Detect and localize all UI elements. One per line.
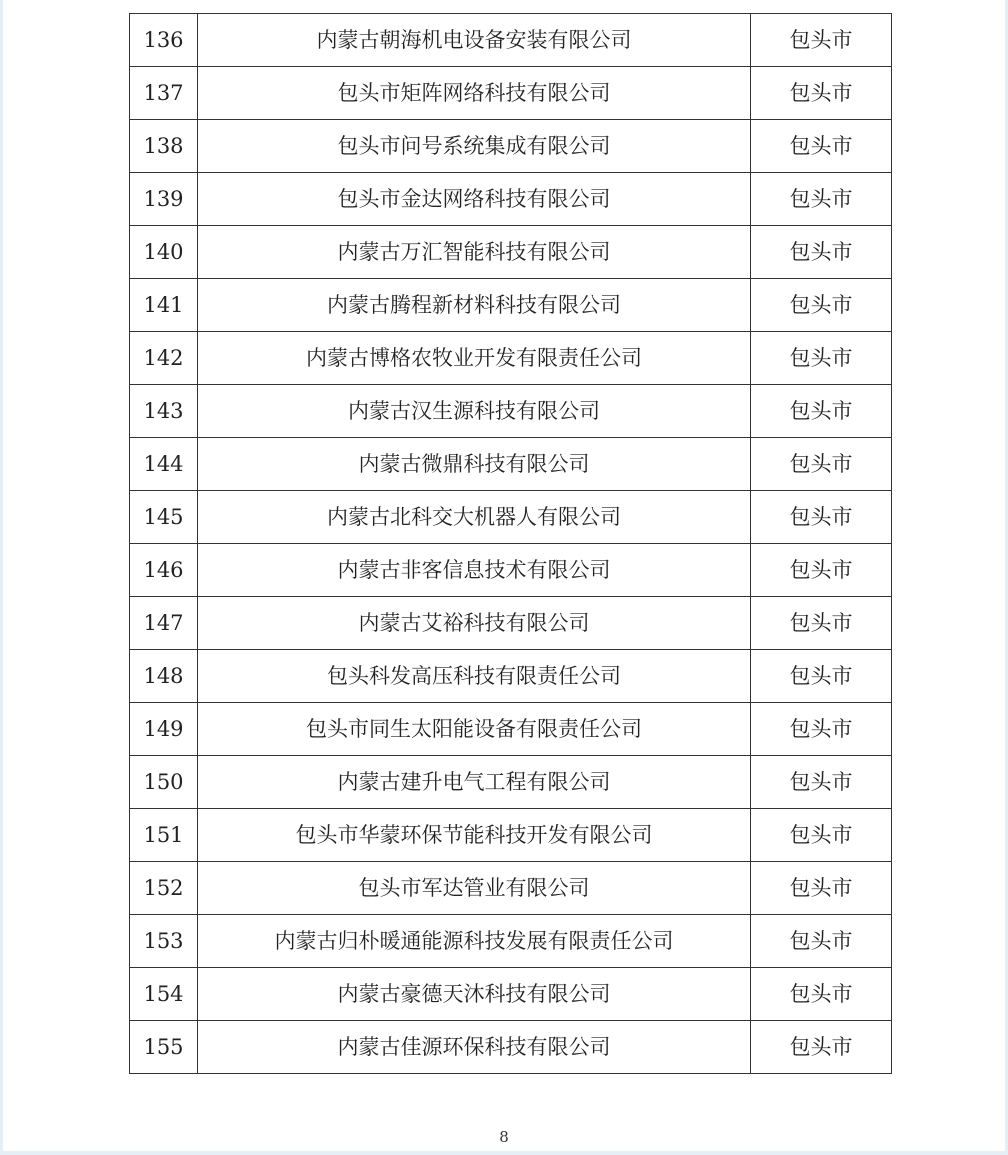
city: 包头市 [751,544,892,597]
table-row [130,915,892,968]
company-name: 内蒙古艾裕科技有限公司 [198,597,751,650]
row-number: 154 [130,968,198,1021]
city: 包头市 [751,597,892,650]
city: 包头市 [751,968,892,1021]
company-name: 包头市金达网络科技有限公司 [198,173,751,226]
company-name: 内蒙古微鼎科技有限公司 [198,438,751,491]
page-number: 8 [499,1128,509,1146]
row-number: 147 [130,597,198,650]
row-number: 151 [130,809,198,862]
row-number: 139 [130,173,198,226]
table-row [130,67,892,120]
row-number: 143 [130,385,198,438]
city: 包头市 [751,491,892,544]
city: 包头市 [751,120,892,173]
table-row [130,650,892,703]
row-number: 138 [130,120,198,173]
table-row [130,173,892,226]
company-name: 内蒙古豪德天沐科技有限公司 [198,968,751,1021]
table-row [130,544,892,597]
row-number: 146 [130,544,198,597]
table-row [130,438,892,491]
city: 包头市 [751,226,892,279]
company-name: 内蒙古非客信息技术有限公司 [198,544,751,597]
table-row [130,809,892,862]
row-number: 153 [130,915,198,968]
company-name: 内蒙古北科交大机器人有限公司 [198,491,751,544]
row-number: 155 [130,1021,198,1074]
table-row [130,385,892,438]
row-number: 144 [130,438,198,491]
company-name: 内蒙古佳源环保科技有限公司 [198,1021,751,1074]
table-row [130,491,892,544]
table-row [130,14,892,67]
company-name: 包头市问号系统集成有限公司 [198,120,751,173]
city: 包头市 [751,756,892,809]
row-number: 148 [130,650,198,703]
city: 包头市 [751,173,892,226]
city: 包头市 [751,703,892,756]
city: 包头市 [751,1021,892,1074]
row-number: 145 [130,491,198,544]
company-name: 包头市矩阵网络科技有限公司 [198,67,751,120]
table-row [130,968,892,1021]
company-table-body [130,14,892,1074]
city: 包头市 [751,650,892,703]
city: 包头市 [751,14,892,67]
row-number: 137 [130,67,198,120]
table-row [130,703,892,756]
city: 包头市 [751,862,892,915]
company-name: 包头市军达管业有限公司 [198,862,751,915]
table-row [130,597,892,650]
company-name: 内蒙古万汇智能科技有限公司 [198,226,751,279]
row-number: 142 [130,332,198,385]
row-number: 150 [130,756,198,809]
city: 包头市 [751,438,892,491]
table-row [130,120,892,173]
row-number: 136 [130,14,198,67]
company-name: 内蒙古朝海机电设备安装有限公司 [198,14,751,67]
row-number: 141 [130,279,198,332]
city: 包头市 [751,809,892,862]
table-row [130,332,892,385]
row-number: 140 [130,226,198,279]
company-name: 内蒙古博格农牧业开发有限责任公司 [198,332,751,385]
company-name: 包头市同生太阳能设备有限责任公司 [198,703,751,756]
table-row [130,279,892,332]
company-name: 内蒙古汉生源科技有限公司 [198,385,751,438]
table-row [130,1021,892,1074]
table-row [130,226,892,279]
company-table [129,13,892,1074]
company-name: 包头科发高压科技有限责任公司 [198,650,751,703]
row-number: 152 [130,862,198,915]
company-name: 内蒙古归朴暖通能源科技发展有限责任公司 [198,915,751,968]
table-row [130,862,892,915]
city: 包头市 [751,915,892,968]
company-name: 内蒙古腾程新材料科技有限公司 [198,279,751,332]
company-name: 包头市华蒙环保节能科技开发有限公司 [198,809,751,862]
row-number: 149 [130,703,198,756]
city: 包头市 [751,385,892,438]
table-row [130,756,892,809]
city: 包头市 [751,67,892,120]
company-name: 内蒙古建升电气工程有限公司 [198,756,751,809]
city: 包头市 [751,332,892,385]
city: 包头市 [751,279,892,332]
